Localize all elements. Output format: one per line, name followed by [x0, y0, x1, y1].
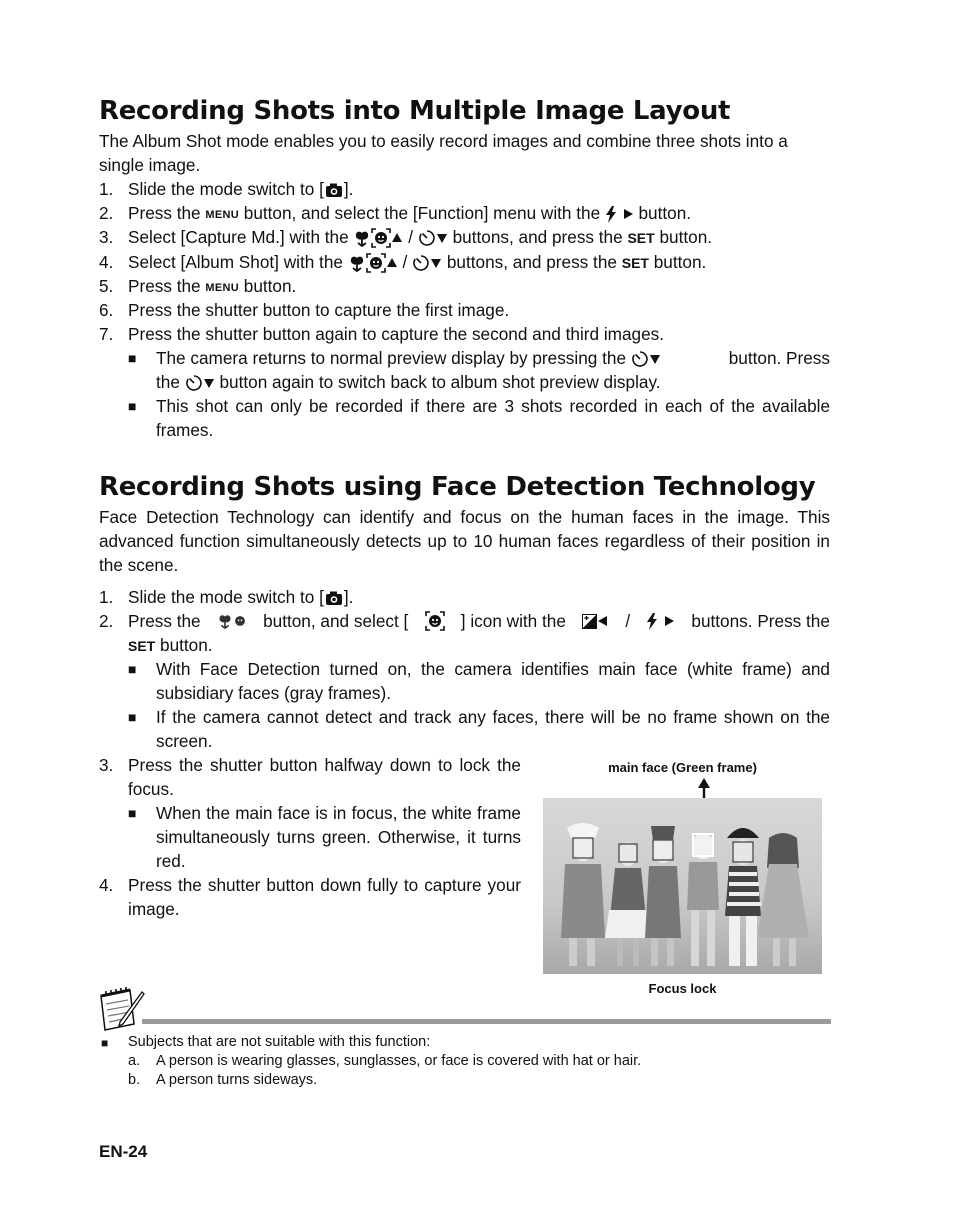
step-number: 5.	[99, 276, 114, 296]
exposure-icon	[582, 614, 597, 629]
separator: /	[625, 611, 631, 631]
fd-step-1-text	[128, 585, 830, 609]
fd-step-4-text: Press the shutter button down fully to capture your image.	[128, 875, 521, 919]
step-text: button, and select the [Function] menu with the	[243, 203, 601, 223]
figure-bottom-caption: Focus lock	[648, 981, 717, 996]
step-number: 4.	[99, 875, 114, 895]
bullet-square: ■	[128, 709, 137, 725]
down-arrow-icon	[430, 257, 442, 269]
bullet-text-part: button again to switch back to album shot preview display.	[219, 372, 661, 392]
section1-intro: The Album Shot mode enables you to easily record images and combine three shots into a single image.	[99, 131, 788, 175]
camera-icon	[324, 182, 344, 198]
fd-step-3-text: Press the shutter button halfway down to lock the focus.	[128, 755, 521, 799]
bullet-text: When the main face is in focus, the white frame simultaneously turns green. Otherwise, it turns red.	[156, 803, 521, 871]
left-arrow-icon	[597, 615, 609, 627]
step-text: buttons, and press the	[452, 227, 623, 247]
step-text: button.	[160, 635, 213, 655]
self-timer-icon	[412, 254, 430, 272]
flash-icon	[605, 206, 617, 223]
face-icon	[371, 228, 391, 248]
step-text: ] icon with the	[460, 611, 566, 631]
note-item-text: A person turns sideways.	[156, 1072, 318, 1088]
up-arrow-icon	[391, 232, 403, 244]
bullet-square: ■	[128, 350, 137, 366]
self-timer-icon	[631, 350, 649, 368]
bullet-text: With Face Detection turned on, the camera identifies main face (white frame) and subsidiary faces (gray frames).	[156, 659, 830, 703]
note-divider	[142, 1019, 831, 1024]
step-text: Slide the mode switch to [	[128, 179, 324, 199]
step-text: button.	[653, 252, 707, 272]
bullet-text: This shot can only be recorded if there are 3 shots recorded in each of the available frames.	[156, 396, 830, 440]
bullet-square: ■	[101, 1036, 109, 1050]
note-item-text: A person is wearing glasses, sunglasses, or face is covered with hat or hair.	[156, 1053, 642, 1069]
face-icon	[425, 611, 445, 631]
step-7-text: Press the shutter button again to capture the second and third images.	[128, 324, 665, 344]
note-item-label: a.	[128, 1053, 141, 1069]
note-item-label: b.	[128, 1072, 141, 1088]
caption-arrow-icon	[696, 778, 712, 800]
menu-button-label: MENU	[205, 282, 239, 294]
menu-button-label: MENU	[205, 209, 239, 221]
note-icon	[98, 986, 146, 1032]
step-text: button.	[243, 276, 297, 296]
step-text: button.	[638, 203, 692, 223]
macro-icon	[348, 254, 366, 272]
right-arrow-icon	[663, 615, 675, 627]
step-text: ].	[343, 587, 354, 607]
face-icon	[366, 253, 386, 273]
macro-icon	[353, 229, 371, 247]
page-number: EN-24	[99, 1142, 148, 1161]
step-5-text	[128, 274, 830, 300]
step-number: 2.	[99, 611, 114, 631]
bullet-square: ■	[128, 661, 137, 677]
step-text: Press the	[128, 611, 201, 631]
focus-lock-photo	[543, 798, 822, 974]
bullet-text-part: the	[156, 372, 180, 392]
camera-icon	[324, 590, 344, 606]
bullet-text	[156, 346, 830, 394]
section2-heading: Recording Shots using Face Detection Technology	[99, 472, 816, 502]
step-number: 7.	[99, 324, 114, 344]
section1-heading: Recording Shots into Multiple Image Layout	[99, 96, 731, 126]
step-text: Select [Capture Md.] with the	[128, 227, 349, 247]
step-number: 2.	[99, 203, 114, 223]
figure-top-caption: main face (Green frame)	[608, 760, 757, 775]
step-text: button.	[659, 227, 713, 247]
step-text: ].	[343, 179, 354, 199]
step-number: 1.	[99, 587, 114, 607]
up-arrow-icon	[386, 257, 398, 269]
note-bullet-text: Subjects that are not suitable with this function:	[128, 1034, 431, 1050]
step-text: Slide the mode switch to [	[128, 587, 324, 607]
bullet-text-part: The camera returns to normal preview display by pressing the	[156, 348, 627, 368]
right-arrow-icon	[622, 208, 634, 220]
step-number: 3.	[99, 755, 114, 775]
fd-step-2-text	[128, 609, 830, 658]
step-number: 4.	[99, 252, 114, 272]
macro-icon	[217, 613, 233, 629]
step-number: 1.	[99, 179, 114, 199]
separator: /	[402, 252, 408, 272]
bullet-text-part: button. Press	[728, 348, 830, 368]
bullet-square: ■	[128, 805, 137, 821]
set-button-label: SET	[128, 638, 156, 654]
down-arrow-icon	[436, 232, 448, 244]
separator: /	[408, 227, 414, 247]
step-text: Press the	[128, 276, 201, 296]
self-timer-icon	[418, 229, 436, 247]
down-arrow-icon	[649, 353, 661, 365]
step-2-text	[128, 201, 830, 227]
bullet-text: If the camera cannot detect and track any faces, there will be no frame shown on the screen.	[156, 707, 830, 751]
step-3-text	[128, 225, 830, 250]
set-button-label: SET	[627, 230, 655, 246]
step-number: 6.	[99, 300, 114, 320]
step-6-text: Press the shutter button to capture the first image.	[128, 300, 510, 320]
set-button-label: SET	[621, 255, 649, 271]
step-text: Press the	[128, 203, 201, 223]
step-text: buttons, and press the	[446, 252, 617, 272]
bullet-square: ■	[128, 398, 137, 414]
step-text: buttons. Press the	[691, 611, 830, 631]
step-text: button, and select [	[263, 611, 409, 631]
step-text: Select [Album Shot] with the	[128, 252, 343, 272]
down-arrow-icon	[203, 377, 215, 389]
step-number: 3.	[99, 227, 114, 247]
step-1-text	[128, 177, 830, 201]
flash-icon	[646, 613, 658, 630]
step-4-text	[128, 250, 830, 275]
self-timer-icon	[185, 374, 203, 392]
section2-intro: Face Detection Technology can identify and focus on the human faces in the image. This advanced function simultaneously detects up to 10 human faces regardless of their position in the scene.	[99, 507, 830, 575]
face-icon	[233, 614, 247, 628]
